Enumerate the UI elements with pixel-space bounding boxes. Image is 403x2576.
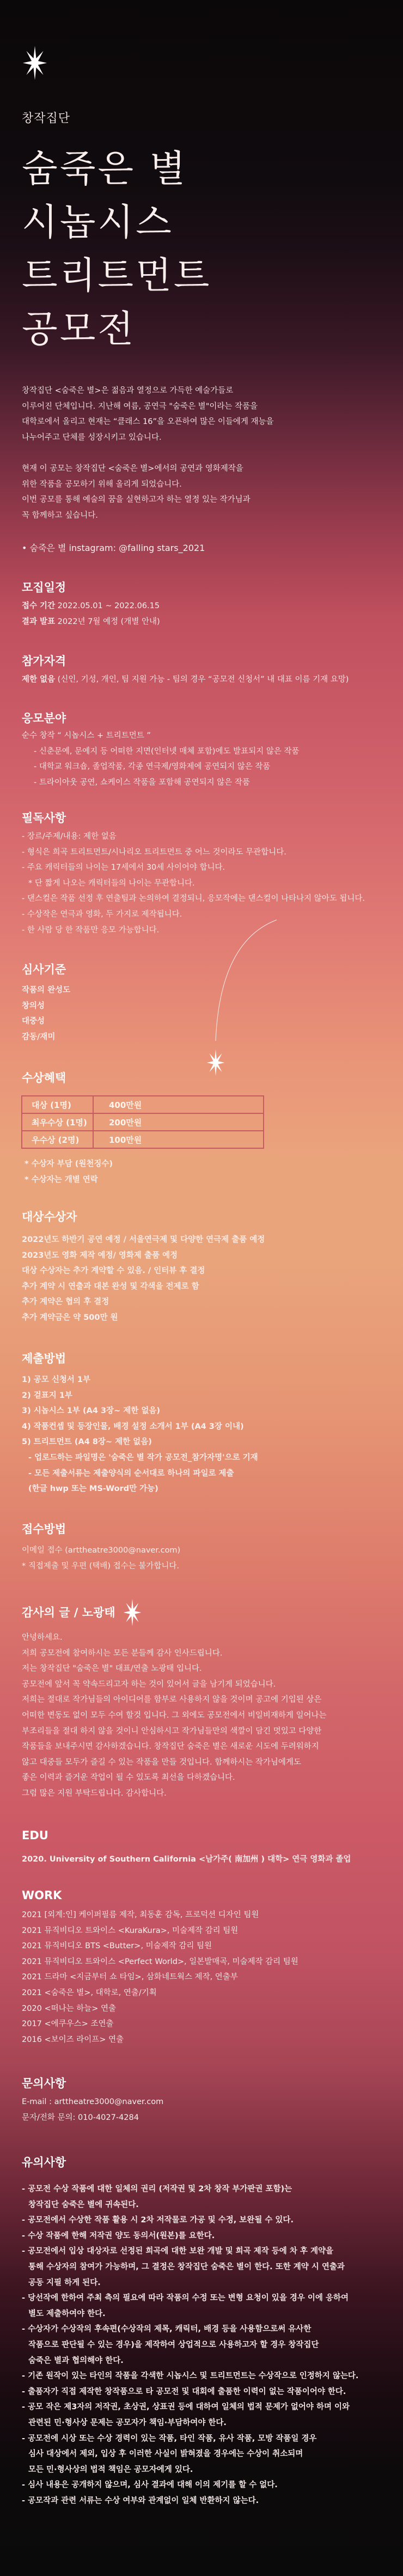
- title-line: 공모전: [22, 308, 136, 351]
- grand-winner-list: [22, 1232, 265, 1326]
- text-line: - 수상 작품에 한해 저작권 양도 동의서(원본)를 요한다.: [22, 2231, 215, 2240]
- prize-rank: 최우수상 (1명): [22, 1113, 93, 1131]
- text-line: 나누어주고 단체를 성장시키고 있습니다.: [22, 433, 162, 442]
- prize-amount: 200만원: [93, 1113, 264, 1131]
- list-item: - 모든 제출서류는 제출양식의 순서대로 하나의 파일로 제출: [28, 1469, 234, 1478]
- text-line: - 공모전 수상 작품에 대한 일체의 권리 (저작권 및 2차 창작 부가판권 포함)는: [22, 2185, 292, 2193]
- eligibility-line: [22, 672, 349, 688]
- list-item: 대상 수상자는 추가 계약할 수 있음. / 인터뷰 후 결정: [22, 1266, 205, 1276]
- list-item: 3) 시놉시스 1부 (A4 3장~ 제한 없음): [22, 1407, 160, 1416]
- label: 제한 없음: [22, 675, 56, 684]
- prize-notes: [25, 1156, 113, 1187]
- star-icon: [123, 1598, 142, 1627]
- text-line: 꼭 함께하고 싶습니다.: [22, 511, 98, 520]
- label: 결과 발표: [22, 617, 56, 626]
- text-line: 공모전에 앞서 꼭 약속드리고자 하는 것이 있어서 글을 남기게 되었습니다.: [22, 1680, 276, 1689]
- text-line: - 출품자가 직접 제작한 창작품으로 타 공모전 및 대회에 출품한 이력이 없는 작품이어야 한다.: [22, 2387, 346, 2396]
- note: * 직접제출 및 우편 (택배) 접수는 불가합니다.: [22, 1561, 179, 1571]
- work-list: [22, 1907, 298, 2047]
- poster-title: [22, 143, 211, 356]
- text-line: 어떠한 변동도 없이 모두 수여 할것 입니다. 그 외에도 공모전에서 비일비재하게 일어나는: [22, 1711, 327, 1720]
- prize-table: [21, 1095, 264, 1149]
- text-line: 대학로에서 올리고 현재는 “클래스 16”을 오픈하여 많은 이들에게 재능을: [22, 417, 274, 427]
- section-heading: 유의사항: [22, 2156, 66, 2169]
- text-line: 통해 수상자의 참여가 가능하며, 그 결정은 창작집단 숨죽은 별이 한다. 또한 계약 시 연출과: [28, 2262, 345, 2271]
- star-icon: [22, 45, 47, 81]
- text-line: 창작집단 <숨죽은 별>은 젊음과 열정으로 가득한 예술가들로: [22, 386, 234, 395]
- list-item: - 신춘문예, 문예지 등 어떠한 지면(인터넷 매체 포함)에도 발표되지 않은 작품: [34, 747, 300, 756]
- brand-name: 창작집단: [22, 112, 71, 125]
- text-line: - 공모작과 관련 서류는 수상 여부와 관계없이 일체 반환하지 않는다.: [22, 2496, 259, 2505]
- list-item: 2021 <숨죽은 별>, 대학로, 연출/기획: [22, 1988, 157, 1997]
- list-item: 2) 겉표지 1부: [22, 1391, 72, 1400]
- text-line: 순수 창작 “ 시놉시스 + 트리트먼트 ”: [22, 731, 151, 740]
- title-line: 숨죽은 별: [22, 148, 188, 191]
- section-heading: 접수방법: [22, 1523, 66, 1536]
- thanks-heading-row: [22, 1598, 142, 1627]
- text-line: 별도 제출하여야 한다.: [28, 2309, 106, 2318]
- list-item: 2020 <떠나는 하늘> 연출: [22, 2004, 117, 2013]
- list-item: 1) 공모 신청서 1부: [22, 1375, 90, 1384]
- value: 2022.05.01 ~ 2022.06.15: [55, 602, 160, 610]
- must-read-list: [22, 829, 365, 938]
- list-item: - 형식은 희곡 트리트먼트/시나리오 트리트먼트 중 어느 것이라도 무관합니다.: [22, 847, 286, 857]
- list-item: 2016 <보이즈 라이프> 연출: [22, 2035, 124, 2044]
- value: 2022년 7월 예정 (개별 안내): [55, 617, 160, 626]
- text-line: 모든 민·형사상의 법적 책임은 공모자에게 있다.: [28, 2465, 193, 2474]
- list-item: - 대학교 워크숍, 졸업작품, 각종 연극제/영화제에 공연되지 않은 작품: [34, 762, 271, 772]
- list-item: 감동/재미: [22, 1032, 56, 1041]
- text-line: 관련된 민·형사상 문제는 공모자가 책임·부담하여야 한다.: [28, 2418, 227, 2427]
- text-line: - 당선작에 한하여 주최 측의 필요에 따라 작품의 수정 또는 변형 요청이 있을 경우 이에 응하여: [22, 2294, 349, 2303]
- text-line: 이번 공모를 통해 예술의 꿈을 실현하고자 하는 열정 있는 작가님과: [22, 495, 251, 505]
- section-heading: 모집일정: [22, 581, 66, 594]
- table-row: [22, 1096, 264, 1113]
- list-item: 추가 계약금은 약 500만 원: [22, 1313, 118, 1322]
- fields-list: [22, 728, 299, 790]
- table-row: [22, 1131, 264, 1148]
- table-row: [22, 1113, 264, 1131]
- section-heading: 참가자격: [22, 654, 66, 668]
- text-line: - 수상자가 수상작의 후속편(수상작의 제목, 캐릭터, 배경 등을 사용함으로써 유사한: [22, 2325, 312, 2334]
- criteria-list: [22, 983, 70, 1045]
- text-line: 작품들을 보내주시면 감사하겠습니다. 창작집단 숨죽은 별은 새로운 시도에 두려워하지: [22, 1742, 319, 1751]
- text-line: 저희 공모전에 참여하시는 모든 분들께 감사 인사드립니다.: [22, 1648, 223, 1658]
- section-heading: 문의사항: [22, 2077, 66, 2090]
- list-item: 창의성: [22, 1001, 45, 1010]
- list-item: 대중성: [22, 1017, 45, 1026]
- text-line: 안녕하세요.: [22, 1633, 63, 1642]
- section-heading: 수상혜택: [22, 1071, 66, 1084]
- list-item: 2021 뮤직비디오 트와이스 <Perfect World>, 일본발매곡, 미술제작 감리 팀원: [22, 1957, 298, 1966]
- list-item: - 장르/주제/내용: 제한 없음: [22, 832, 117, 841]
- text-line: - 기존 원작이 있는 타인의 작품을 각색한 시놉시스 및 트리트먼트는 수상작으로 인정하지 않는다.: [22, 2372, 359, 2381]
- list-item: 2017 <에쿠우스> 조연출: [22, 2020, 114, 2029]
- text-line: 저는 창작집단 "숨죽은 별" 대표/연출 노광태 입니다.: [22, 1664, 202, 1674]
- schedule-list: [22, 598, 160, 629]
- section-heading: 대상수상자: [22, 1210, 77, 1223]
- prize-rank: 우수상 (2명): [22, 1131, 93, 1148]
- intro-paragraph-2: [22, 461, 251, 523]
- eligibility-text: [22, 672, 349, 688]
- prize-rank: 대상 (1명): [22, 1096, 93, 1113]
- list-item: 추가 계약 시 연출과 대본 완성 및 각색을 전제로 함: [22, 1282, 199, 1291]
- prize-amount: 100만원: [93, 1131, 264, 1148]
- label: 접수 기간: [22, 602, 56, 610]
- list-item: 2023년도 영화 제작 예정/ 영화제 출품 예정: [22, 1251, 178, 1260]
- text-line: 않고 대중들 모두가 즐길 수 있는 작품을 만들 것입니다. 함께하시는 작가님에게도: [22, 1757, 301, 1767]
- text-line: 심사 대상에서 제외, 입상 후 이러한 사실이 밝혀졌을 경우에는 수상이 취소되며: [28, 2450, 303, 2459]
- schedule-item: [22, 614, 160, 630]
- text-line: 위한 작품을 공모하기 위해 올리게 되었습니다.: [22, 480, 182, 489]
- text-line: 이루어진 단체입니다. 지난해 여름, 공연극 "숨죽은 별"이라는 작품을: [22, 402, 258, 411]
- text-line: 현재 이 공모는 창작집단 <숨죽은 별>에서의 공연과 영화제작을: [22, 464, 243, 473]
- schedule-item: [22, 598, 160, 614]
- text-line: 작품으로 판단될 수 있는 경우)을 제작하여 상업적으로 사용하고자 할 경우 창작집단: [28, 2340, 319, 2349]
- list-item: * 단 짧게 나오는 캐릭터들의 나이는 무관합니다.: [28, 878, 195, 888]
- section-heading: 감사의 글 / 노광태: [22, 1606, 115, 1619]
- submission-list: [22, 1372, 258, 1497]
- list-item: 2021 [외계:인] 케이퍼필름 제작, 최동훈 감독, 프로덕션 디자인 팀원: [22, 1911, 259, 1919]
- star-icon: [206, 1049, 225, 1076]
- section-heading: 심사기준: [22, 963, 66, 976]
- thanks-letter: [22, 1630, 327, 1802]
- text-line: 저희는 절대로 작가님들의 아이디어를 함부로 사용하지 않을 것이며 공고에 기입된 상은: [22, 1695, 322, 1705]
- list-item: 2020. University of Southern California <남가주( 南加州 ) 대학> 연극 영화과 졸업: [22, 1855, 351, 1864]
- list-item: - 업로드하는 파일명은 '숨죽은 별 작가 공모전_참가자명'으로 기재: [28, 1453, 258, 1462]
- list-item: 5) 트리트먼트 (A4 8장~ 제한 없음): [22, 1438, 152, 1447]
- cautions-list: [22, 2181, 358, 2508]
- text-line: 공동 지필 하게 된다.: [28, 2278, 101, 2287]
- text-line: - 공모전에서 수상한 작품 활용 시 2차 저작물로 가공 및 수정, 보완될 수 있다.: [22, 2216, 294, 2225]
- value: (신인, 기성, 개인, 팀 지원 가능 - 팀의 경우 “공모전 신청서” 내 대표 이름 기재 요망): [55, 675, 349, 684]
- list-item: 2021 드라마 <지금부터 쇼 타임>, 삼화네트웍스 제작, 연출부: [22, 1973, 238, 1982]
- contact-phone[interactable]: 문자/전화 문의: 010-4027-4284: [22, 2113, 139, 2122]
- falling-star-trail: [207, 916, 283, 1052]
- note: * 수상자 부담 (원천징수): [25, 1160, 113, 1168]
- list-item: - 트라이아웃 공연, 쇼케이스 작품을 포함해 공연되지 않은 작품: [34, 778, 250, 787]
- contact-email[interactable]: E-mail : arttheatre3000@naver.com: [22, 2098, 164, 2106]
- edu-list: [22, 1852, 351, 1868]
- title-line: 트리트먼트: [22, 254, 212, 298]
- text-line: - 공모 작은 제3자의 저작권, 초상권, 상표권 등에 대하여 일체의 법적 문제가 없어야 하며 이와: [22, 2403, 350, 2412]
- list-item: 추가 계약은 협의 후 결정: [22, 1298, 109, 1307]
- section-heading: WORK: [22, 1889, 62, 1902]
- contact-info: [22, 2094, 163, 2125]
- section-heading: 필독사항: [22, 811, 66, 825]
- list-item: - 댄스컬은 작품 선정 후 연출팀과 논의하여 결정되니, 응모작에는 댄스컬이 나타나지 않아도 됩니다.: [22, 894, 365, 904]
- text-line: - 공모전에서 입상 대상자로 선정된 희곡에 대한 보완 개발 및 희곡 제작 등에 차 후 계약을: [22, 2247, 333, 2256]
- section-heading: 제출방법: [22, 1352, 66, 1365]
- list-item: 작품의 완성도: [22, 986, 71, 995]
- text-line: 숨죽은 별과 협의해야 한다.: [28, 2356, 124, 2365]
- instagram-handle: • 숨죽은 별 instagram: @falling stars_2021: [22, 543, 205, 553]
- text-line: 그럼 많은 지원 부탁드립니다. 감사합니다.: [22, 1789, 167, 1798]
- text-line: 창작집단 숨죽은 별에 귀속된다.: [28, 2200, 139, 2209]
- intro-paragraph-1: [22, 383, 274, 445]
- email-line[interactable]: 이메일 접수 (arttheatre3000@naver.com): [22, 1546, 181, 1555]
- text-line: - 심사 내용은 공개하지 않으며, 심사 결과에 대해 이의 제기를 할 수 없다.: [22, 2481, 278, 2490]
- text-line: 좋은 이력과 즐거운 작업이 될 수 있도록 최선을 다하겠습니다.: [22, 1773, 235, 1783]
- list-item: 2021 뮤직비디오 BTS <Butter>, 미술제작 감리 팀원: [22, 1942, 212, 1951]
- text-line: - 공모전에 시상 또는 수상 경력이 있는 작품, 타인 작품, 유사 작품, 모방 작품일 경우: [22, 2434, 317, 2443]
- list-item: 2021 뮤직비디오 트와이스 <KuraKura>, 미술제작 감리 팀원: [22, 1926, 239, 1935]
- list-item: 2022년도 하반기 공연 예정 / 서울연극제 및 다양한 연극제 출품 예정: [22, 1235, 265, 1244]
- reception-info: [22, 1543, 180, 1574]
- section-heading: EDU: [22, 1829, 48, 1842]
- prize-amount: 400만원: [93, 1096, 264, 1113]
- list-item: - 주요 캐릭터들의 나이는 17세에서 30세 사이어야 합니다.: [22, 863, 225, 872]
- list-item: 4) 작품컨셉 및 등장인물, 배경 설정 소개서 1부 (A4 3장 이내): [22, 1422, 244, 1431]
- section-heading: 응모분야: [22, 712, 66, 725]
- note: * 수상자는 개별 연락: [25, 1175, 98, 1184]
- list-item: (한글 hwp 또는 MS-Word만 가능): [28, 1484, 158, 1494]
- list-item: - 한 사람 당 한 작품만 응모 가능합니다.: [22, 925, 160, 935]
- title-line: 시놉시스: [22, 201, 174, 244]
- list-item: - 수상작은 연극과 영화, 두 가지로 제작됩니다.: [22, 910, 182, 919]
- text-line: 부조리들을 절대 하지 않을 것이니 안심하시고 작가님들만의 색깔이 담긴 멋있고 다양한: [22, 1726, 322, 1736]
